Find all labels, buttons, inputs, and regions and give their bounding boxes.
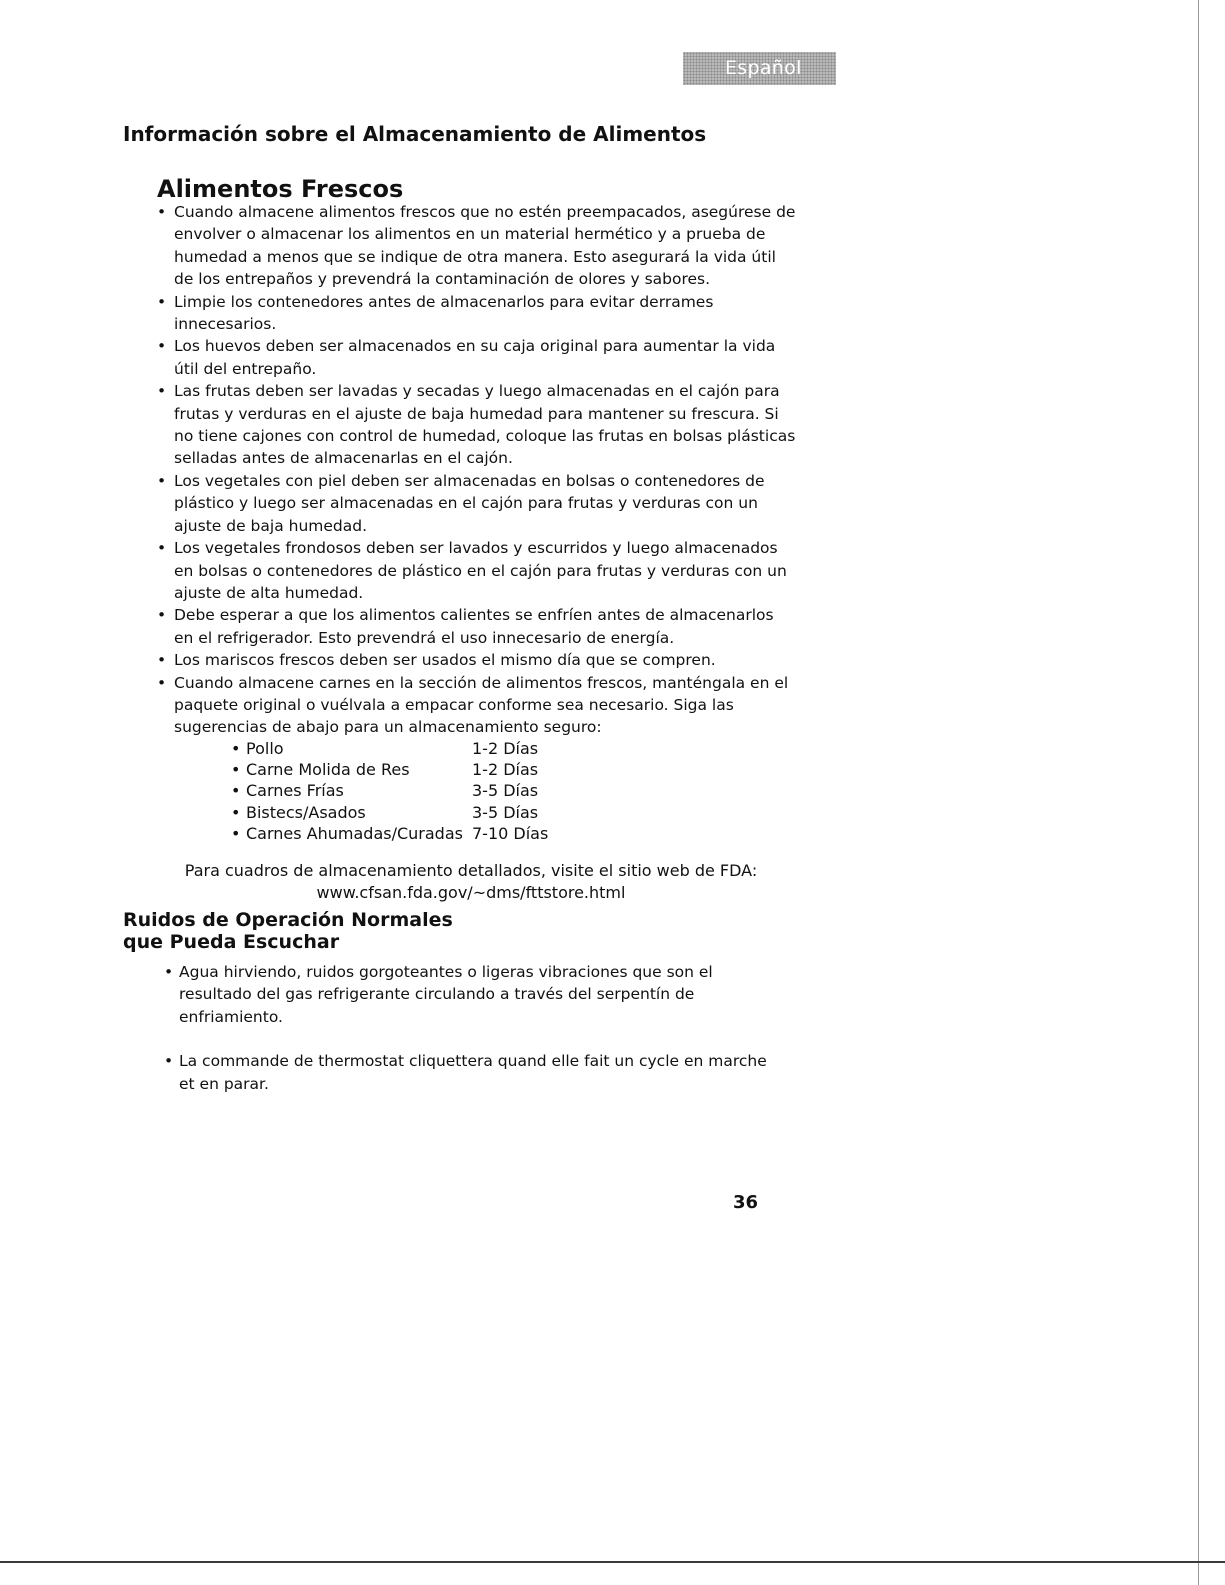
page-edge-line <box>1198 0 1199 1585</box>
meat-storage-table <box>231 738 548 844</box>
bullet-icon: • <box>164 963 174 981</box>
fresh-foods-list <box>157 201 797 739</box>
bullet-icon: • <box>231 760 241 780</box>
list-item <box>157 201 797 291</box>
bullet-icon: • <box>157 337 167 356</box>
storage-days: 3-5 Días <box>472 802 539 822</box>
fda-note <box>100 860 842 904</box>
list-item <box>157 470 797 537</box>
list-item-text: Agua hirviendo, ruidos gorgoteantes o ligeras vibraciones que son el resultado del gas refrigerante circulando a través del serpentín de enfriamiento. <box>179 963 713 1026</box>
page-bottom-line <box>0 1561 1225 1563</box>
bullet-icon: • <box>157 292 167 311</box>
bullet-icon: • <box>231 739 241 758</box>
page-title: Información sobre el Almacenamiento de Alimentos <box>123 122 707 146</box>
normal-noises-list <box>164 961 774 1117</box>
storage-food: Carnes Ahumadas/Curadas <box>246 823 463 843</box>
bullet-icon: • <box>231 823 241 843</box>
bullet-icon: • <box>164 1052 174 1071</box>
fda-url: www.cfsan.fda.gov/~dms/fttstore.html <box>316 883 626 902</box>
list-item-text: Debe esperar a que los alimentos calientes se enfríen antes de almacenarlos en el refrigerador. Esto prevendrá el uso innecesario de energía. <box>174 606 774 647</box>
bullet-icon: • <box>157 203 167 221</box>
bullet-icon: • <box>157 673 167 692</box>
storage-days: 1-2 Días <box>472 739 539 758</box>
list-item <box>157 604 797 649</box>
list-item <box>157 380 797 470</box>
storage-days: 1-2 Días <box>472 760 539 780</box>
bullet-icon: • <box>157 382 167 401</box>
fresh-foods-heading: Alimentos Frescos <box>157 175 404 203</box>
list-item <box>164 1050 774 1095</box>
list-item <box>157 649 797 671</box>
bullet-icon: • <box>231 781 241 801</box>
storage-food: Carnes Frías <box>246 781 344 801</box>
storage-row <box>231 738 548 759</box>
list-item-text: Los mariscos frescos deben ser usados el mismo día que se compren. <box>174 651 716 670</box>
list-item-text: Limpie los contenedores antes de almacenarlos para evitar derrames innecesarios. <box>174 292 714 334</box>
bullet-icon: • <box>231 802 241 822</box>
list-item-text: La commande de thermostat cliquettera quand elle fait un cycle en marche et en parar. <box>179 1052 767 1093</box>
storage-food: Bistecs/Asados <box>246 802 366 822</box>
storage-food: Pollo <box>246 739 284 758</box>
list-item-text: Cuando almacene alimentos frescos que no estén preempacados, asegúrese de envolver o almacenar los alimentos en un material hermético y a prueba de humedad a menos que se indique de otra manera. Esto asegurará la vida útil de los entrepaños y prevendrá la contaminación de olores y sabores. <box>174 203 796 289</box>
language-tab: Español <box>683 52 836 85</box>
bullet-icon: • <box>157 606 167 625</box>
storage-row <box>231 823 548 844</box>
list-item <box>157 335 797 380</box>
page-number: 36 <box>733 1192 759 1213</box>
storage-days: 7-10 Días <box>472 823 549 843</box>
list-item-text: Cuando almacene carnes en la sección de alimentos frescos, manténgala en el paquete original o vuélvala a empacar conforme sea necesario. Siga las sugerencias de abajo para un almacenamiento seguro: <box>174 673 789 737</box>
normal-noises-heading-line: que Pueda Escuchar <box>123 931 340 953</box>
list-item <box>164 961 774 1028</box>
list-item <box>157 537 797 604</box>
storage-food: Carne Molida de Res <box>246 760 410 780</box>
list-item-text: Los huevos deben ser almacenados en su caja original para aumentar la vida útil del entrepaño. <box>174 337 776 378</box>
storage-row <box>231 759 548 780</box>
bullet-icon: • <box>157 539 167 558</box>
list-item-text: Los vegetales con piel deben ser almacenadas en bolsas o contenedores de plástico y luego ser almacenadas en el cajón para frutas y verduras con un ajuste de baja humedad. <box>174 471 765 535</box>
list-item <box>157 291 797 336</box>
storage-row <box>231 780 548 801</box>
list-item <box>157 672 797 739</box>
bullet-icon: • <box>157 651 167 670</box>
normal-noises-heading-line: Ruidos de Operación Normales <box>123 909 453 931</box>
storage-row <box>231 802 548 823</box>
storage-days: 3-5 Días <box>472 781 539 801</box>
list-item-text: Los vegetales frondosos deben ser lavados y escurridos y luego almacenados en bolsas o contenedores de plástico en el cajón para frutas y verduras con un ajuste de alta humedad. <box>174 539 787 602</box>
fda-note-text: Para cuadros de almacenamiento detallados, visite el sitio web de FDA: <box>184 861 758 880</box>
bullet-icon: • <box>157 471 167 490</box>
normal-noises-heading <box>123 909 453 953</box>
list-item-text: Las frutas deben ser lavadas y secadas y luego almacenadas en el cajón para frutas y verduras en el ajuste de baja humedad para mantener su frescura. Si no tiene cajones con control de humedad, coloque las frutas en bolsas plásticas selladas antes de almacenarlas en el cajón. <box>174 382 796 468</box>
